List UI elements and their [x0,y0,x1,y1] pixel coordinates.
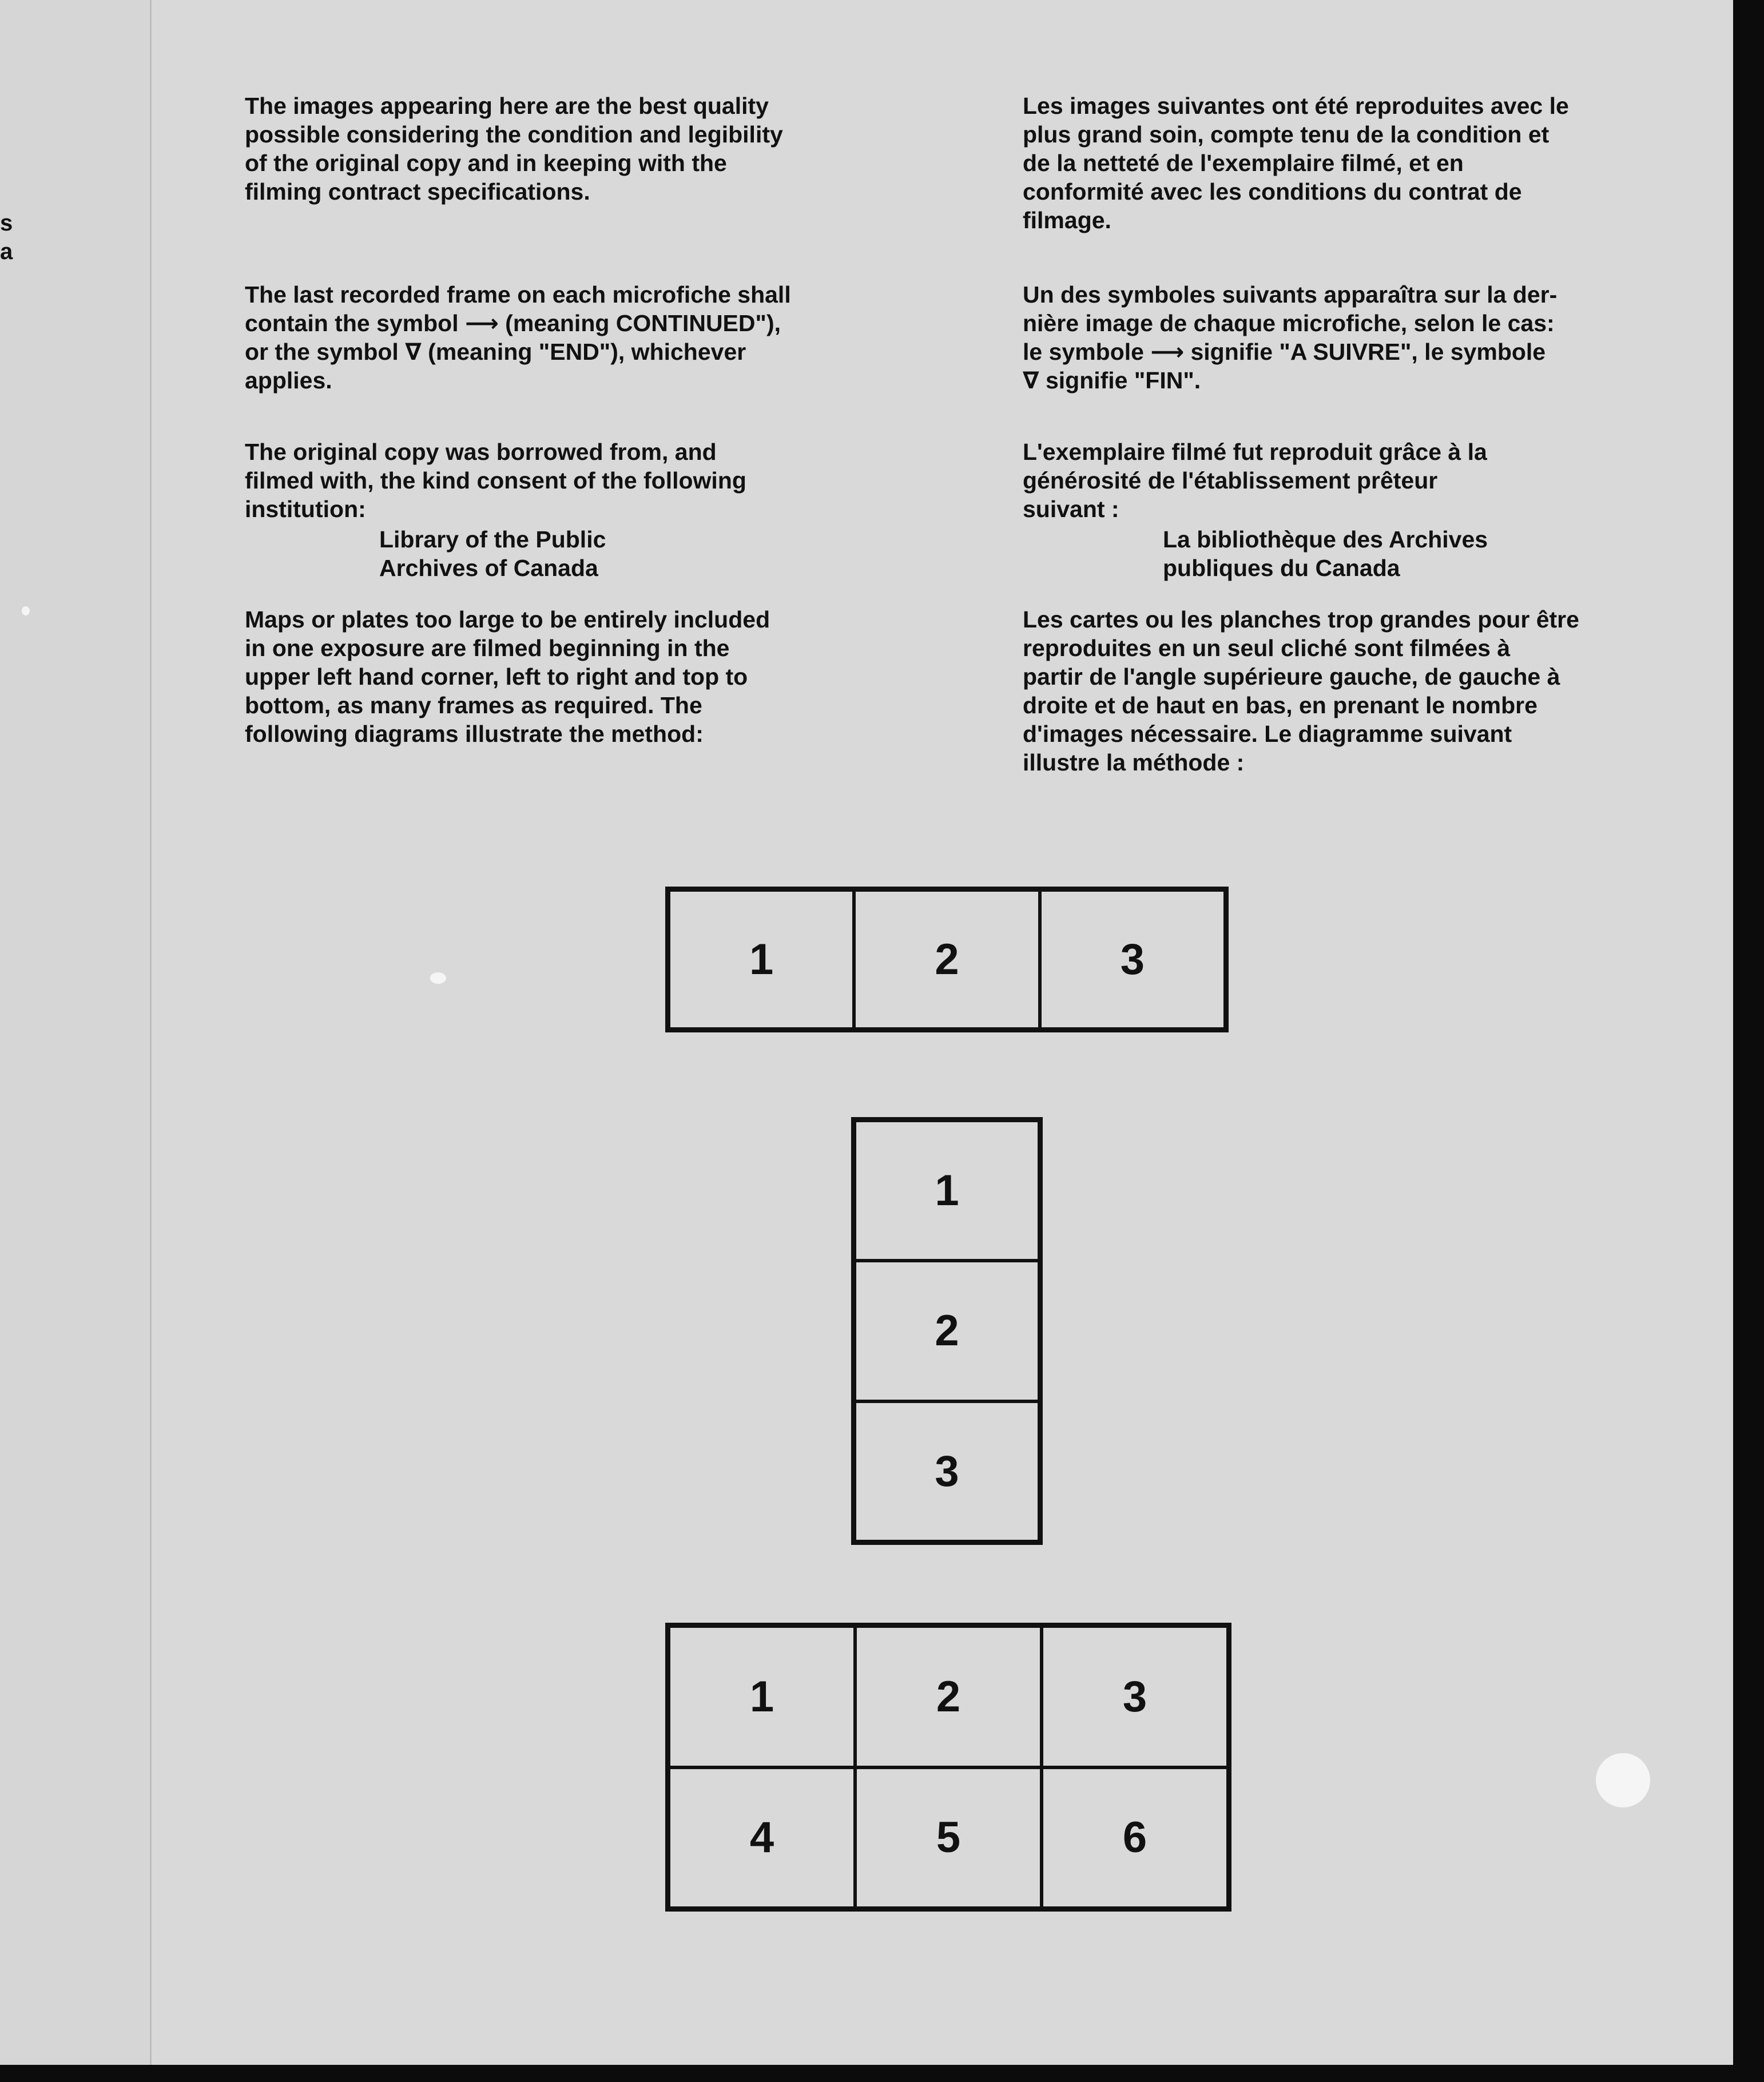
diagram-cell: 3 [1040,890,1225,1029]
symbol-statement-fr: Un des symboles suivants apparaîtra sur la der- nière image de chaque microfiche, selon le cas: le symbole ⟶ signifie "A SUIVRE", le symbole ∇ signifie "FIN". [1023,281,1558,394]
diagram-cell: 2 [855,1626,1042,1767]
lender-statement-en: The original copy was borrowed from, and filmed with, the kind consent of the following institution: [245,439,746,522]
diagram-cell: 2 [855,1261,1039,1401]
diagram-cell: 1 [669,890,854,1029]
quality-statement-fr: Les images suivantes ont été reproduites avec le plus grand soin, compte tenu de la condition et de la netteté de l'exemplaire filmé, et en conformité avec les conditions du contrat de filmage. [1023,93,1569,233]
institution-name-en: Library of the Public Archives of Canada [379,526,606,581]
diagram-column-of-three [851,1117,1043,1545]
institution-name-fr: La bibliothèque des Archives publiques du Canada [1163,526,1488,581]
diagram-cell: 4 [669,1767,855,1909]
quality-statement-en: The images appearing here are the best quality possible considering the condition and legibility of the original copy and in keeping with the filming contract specifications. [245,93,783,205]
diagram-cell: 3 [855,1401,1039,1541]
diagram-cell: 3 [1042,1626,1228,1767]
diagram-cell: 2 [854,890,1039,1029]
film-speck [1596,1753,1650,1807]
film-speck [22,606,30,615]
diagram-cell: 1 [855,1121,1039,1261]
diagram-cell: 1 [669,1626,855,1767]
maps-statement-fr: Les cartes ou les planches trop grandes pour être reproduites en un seul cliché sont filmées à partir de l'angle supérieure gauche, de gauche à droite et de haut en bas, en prenant le nombre d'images nécessaire. Le diagramme suivant illustre la méthode : [1023,606,1579,776]
lender-statement-fr: L'exemplaire filmé fut reproduit grâce à la générosité de l'établissement prêteur suivant : [1023,439,1487,522]
edge-letter-s: s [0,210,13,236]
diagram-cell: 6 [1042,1767,1228,1909]
previous-frame-edge [0,0,152,2065]
diagram-cell: 5 [855,1767,1042,1909]
maps-statement-en: Maps or plates too large to be entirely included in one exposure are filmed beginning in the upper left hand corner, left to right and top to bottom, as many frames as required. The following diagrams illustrate the method: [245,606,770,747]
symbol-statement-en: The last recorded frame on each microfiche shall contain the symbol ⟶ (meaning CONTINUED"), or the symbol ∇ (meaning "END"), whichever applies. [245,281,791,394]
diagram-row-of-three [665,887,1229,1032]
diagram-grid-of-six [665,1623,1231,1912]
edge-letter-a: a [0,239,13,264]
film-speck [430,972,446,984]
